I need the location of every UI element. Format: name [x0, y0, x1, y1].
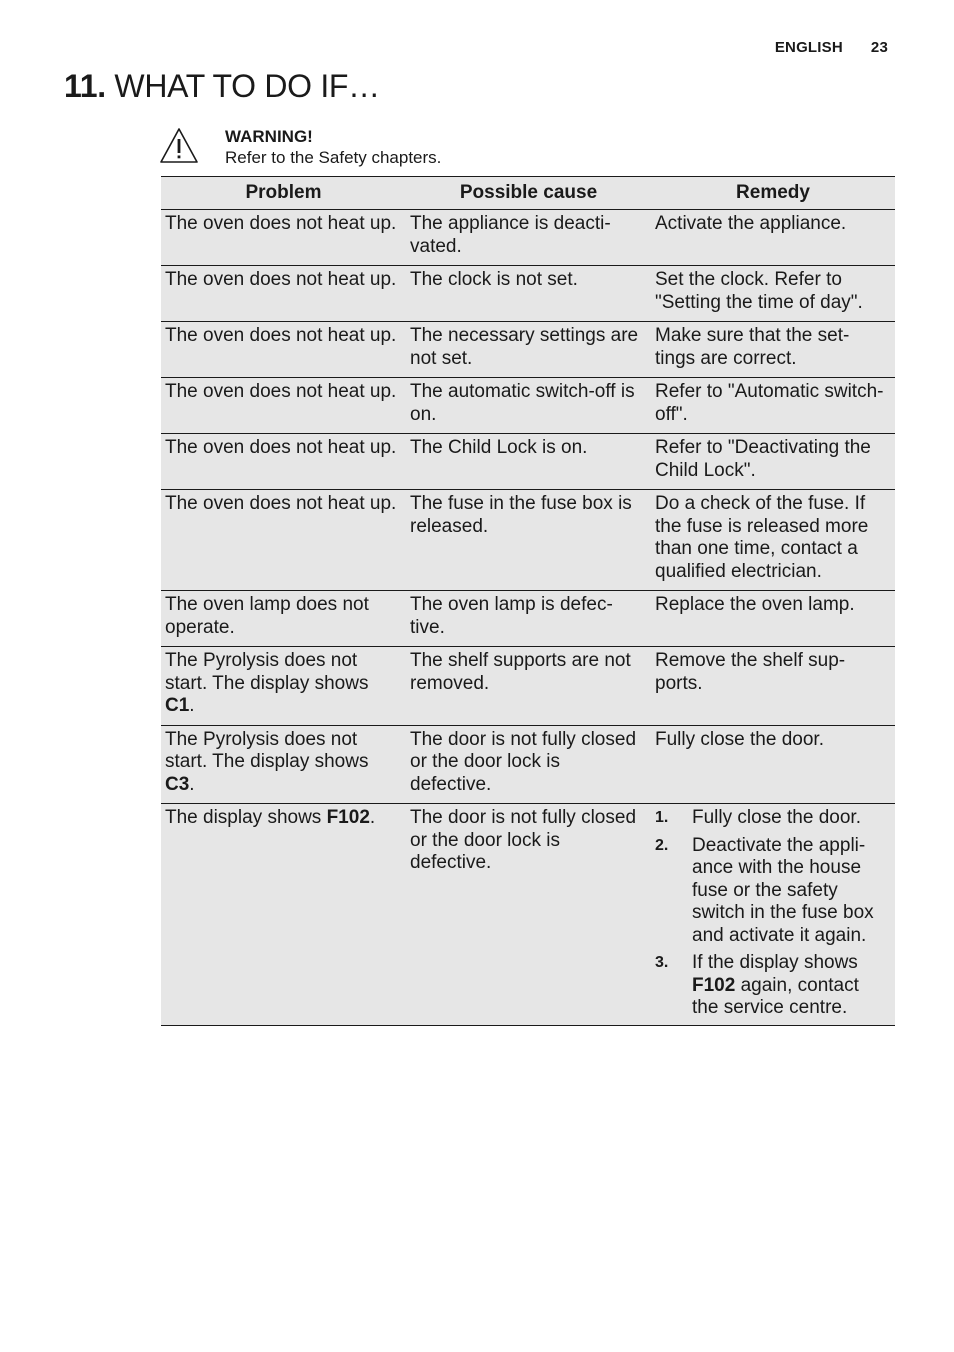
- table-row: [161, 591, 895, 647]
- remedy-cell: Set the clock. Refer to "Setting the time of day".: [651, 266, 895, 322]
- remedy-cell: Activate the appliance.: [651, 210, 895, 266]
- step-number: 1.: [655, 809, 669, 826]
- step-number: 3.: [655, 954, 669, 971]
- table-row: [161, 210, 895, 266]
- problem-end: .: [189, 773, 195, 795]
- step-text-b: again, contact the service centre.: [692, 974, 859, 1018]
- error-code: F102: [692, 974, 736, 996]
- warning-box: [159, 126, 441, 169]
- problem-text: The Pyrolysis does not start. The display shows: [165, 728, 369, 772]
- problem-cell: The oven does not heat up.: [161, 490, 406, 591]
- step-text: Deactivate the appli-ance with the house fuse or the safety switch in the fuse box and activate it again.: [692, 834, 874, 946]
- error-code: C1: [165, 695, 190, 716]
- table-row: [161, 804, 895, 1026]
- table-row: [161, 378, 895, 434]
- table-row: [161, 725, 895, 804]
- remedy-cell: Fully close the door.: [651, 725, 895, 804]
- cause-cell: The door is not fully closed or the door lock is defective.: [406, 725, 651, 804]
- cause-cell: The appliance is deacti-vated.: [406, 210, 651, 266]
- problem-cell: The oven does not heat up.: [161, 210, 406, 266]
- warning-text: Refer to the Safety chapters.: [225, 148, 442, 167]
- remedy-cell: [651, 804, 895, 1026]
- remedy-step: [655, 807, 889, 830]
- cause-cell: The automatic switch-off is on.: [406, 378, 651, 434]
- cause-cell: The shelf supports are not removed.: [406, 647, 651, 726]
- table-row: [161, 434, 895, 490]
- remedy-steps: [655, 807, 889, 1020]
- problem-cell: [161, 804, 406, 1026]
- error-code: F102: [326, 807, 370, 828]
- cause-cell: The fuse in the fuse box is released.: [406, 490, 651, 591]
- header-cause: Possible cause: [406, 177, 651, 210]
- problem-cell: The oven lamp does not operate.: [161, 591, 406, 647]
- problem-cell: [161, 647, 406, 726]
- section-title: [64, 68, 380, 105]
- table-row: [161, 490, 895, 591]
- troubleshooting-table: [161, 176, 895, 1026]
- step-number: 2.: [655, 836, 669, 854]
- section-number: 11.: [64, 68, 106, 104]
- table-row: [161, 322, 895, 378]
- problem-cell: The oven does not heat up.: [161, 378, 406, 434]
- problem-text: The Pyrolysis does not start. The display shows: [165, 650, 369, 694]
- remedy-cell: Refer to "Deactivating the Child Lock".: [651, 434, 895, 490]
- page-header: [775, 39, 888, 56]
- step-text: [692, 952, 889, 1020]
- problem-cell: The oven does not heat up.: [161, 322, 406, 378]
- table-header-row: [161, 177, 895, 210]
- section-title-text: WHAT TO DO IF…: [114, 68, 380, 104]
- warning-title: WARNING!: [225, 127, 313, 146]
- table-row: [161, 266, 895, 322]
- cause-cell: The door is not fully closed or the door lock is defective.: [406, 804, 651, 1026]
- remedy-cell: Make sure that the set-tings are correct.: [651, 322, 895, 378]
- remedy-cell: Replace the oven lamp.: [651, 591, 895, 647]
- cause-cell: The Child Lock is on.: [406, 434, 651, 490]
- problem-cell: The oven does not heat up.: [161, 266, 406, 322]
- remedy-step: [655, 835, 889, 948]
- step-text: Fully close the door.: [692, 807, 861, 828]
- remedy-cell: Do a check of the fuse. If the fuse is released more than one time, contact a qualified electrician.: [651, 490, 895, 591]
- header-remedy: Remedy: [651, 177, 895, 210]
- page-number: 23: [870, 39, 888, 56]
- cause-cell: The necessary settings are not set.: [406, 322, 651, 378]
- step-text-a: If the display shows: [692, 952, 858, 973]
- table-row: [161, 647, 895, 726]
- cause-cell: The oven lamp is defec-tive.: [406, 591, 651, 647]
- header-problem: Problem: [161, 177, 406, 210]
- problem-text: The display shows: [165, 807, 327, 828]
- problem-end: .: [189, 695, 195, 716]
- problem-end: .: [369, 807, 376, 828]
- error-code: C3: [165, 773, 190, 795]
- problem-cell: [161, 725, 406, 804]
- remedy-cell: Refer to "Automatic switch-off".: [651, 378, 895, 434]
- remedy-cell: Remove the shelf sup-ports.: [651, 647, 895, 726]
- warning-triangle-icon: [159, 126, 199, 166]
- problem-cell: The oven does not heat up.: [161, 434, 406, 490]
- remedy-step: [655, 952, 889, 1020]
- cause-cell: The clock is not set.: [406, 266, 651, 322]
- language-label: ENGLISH: [774, 39, 843, 56]
